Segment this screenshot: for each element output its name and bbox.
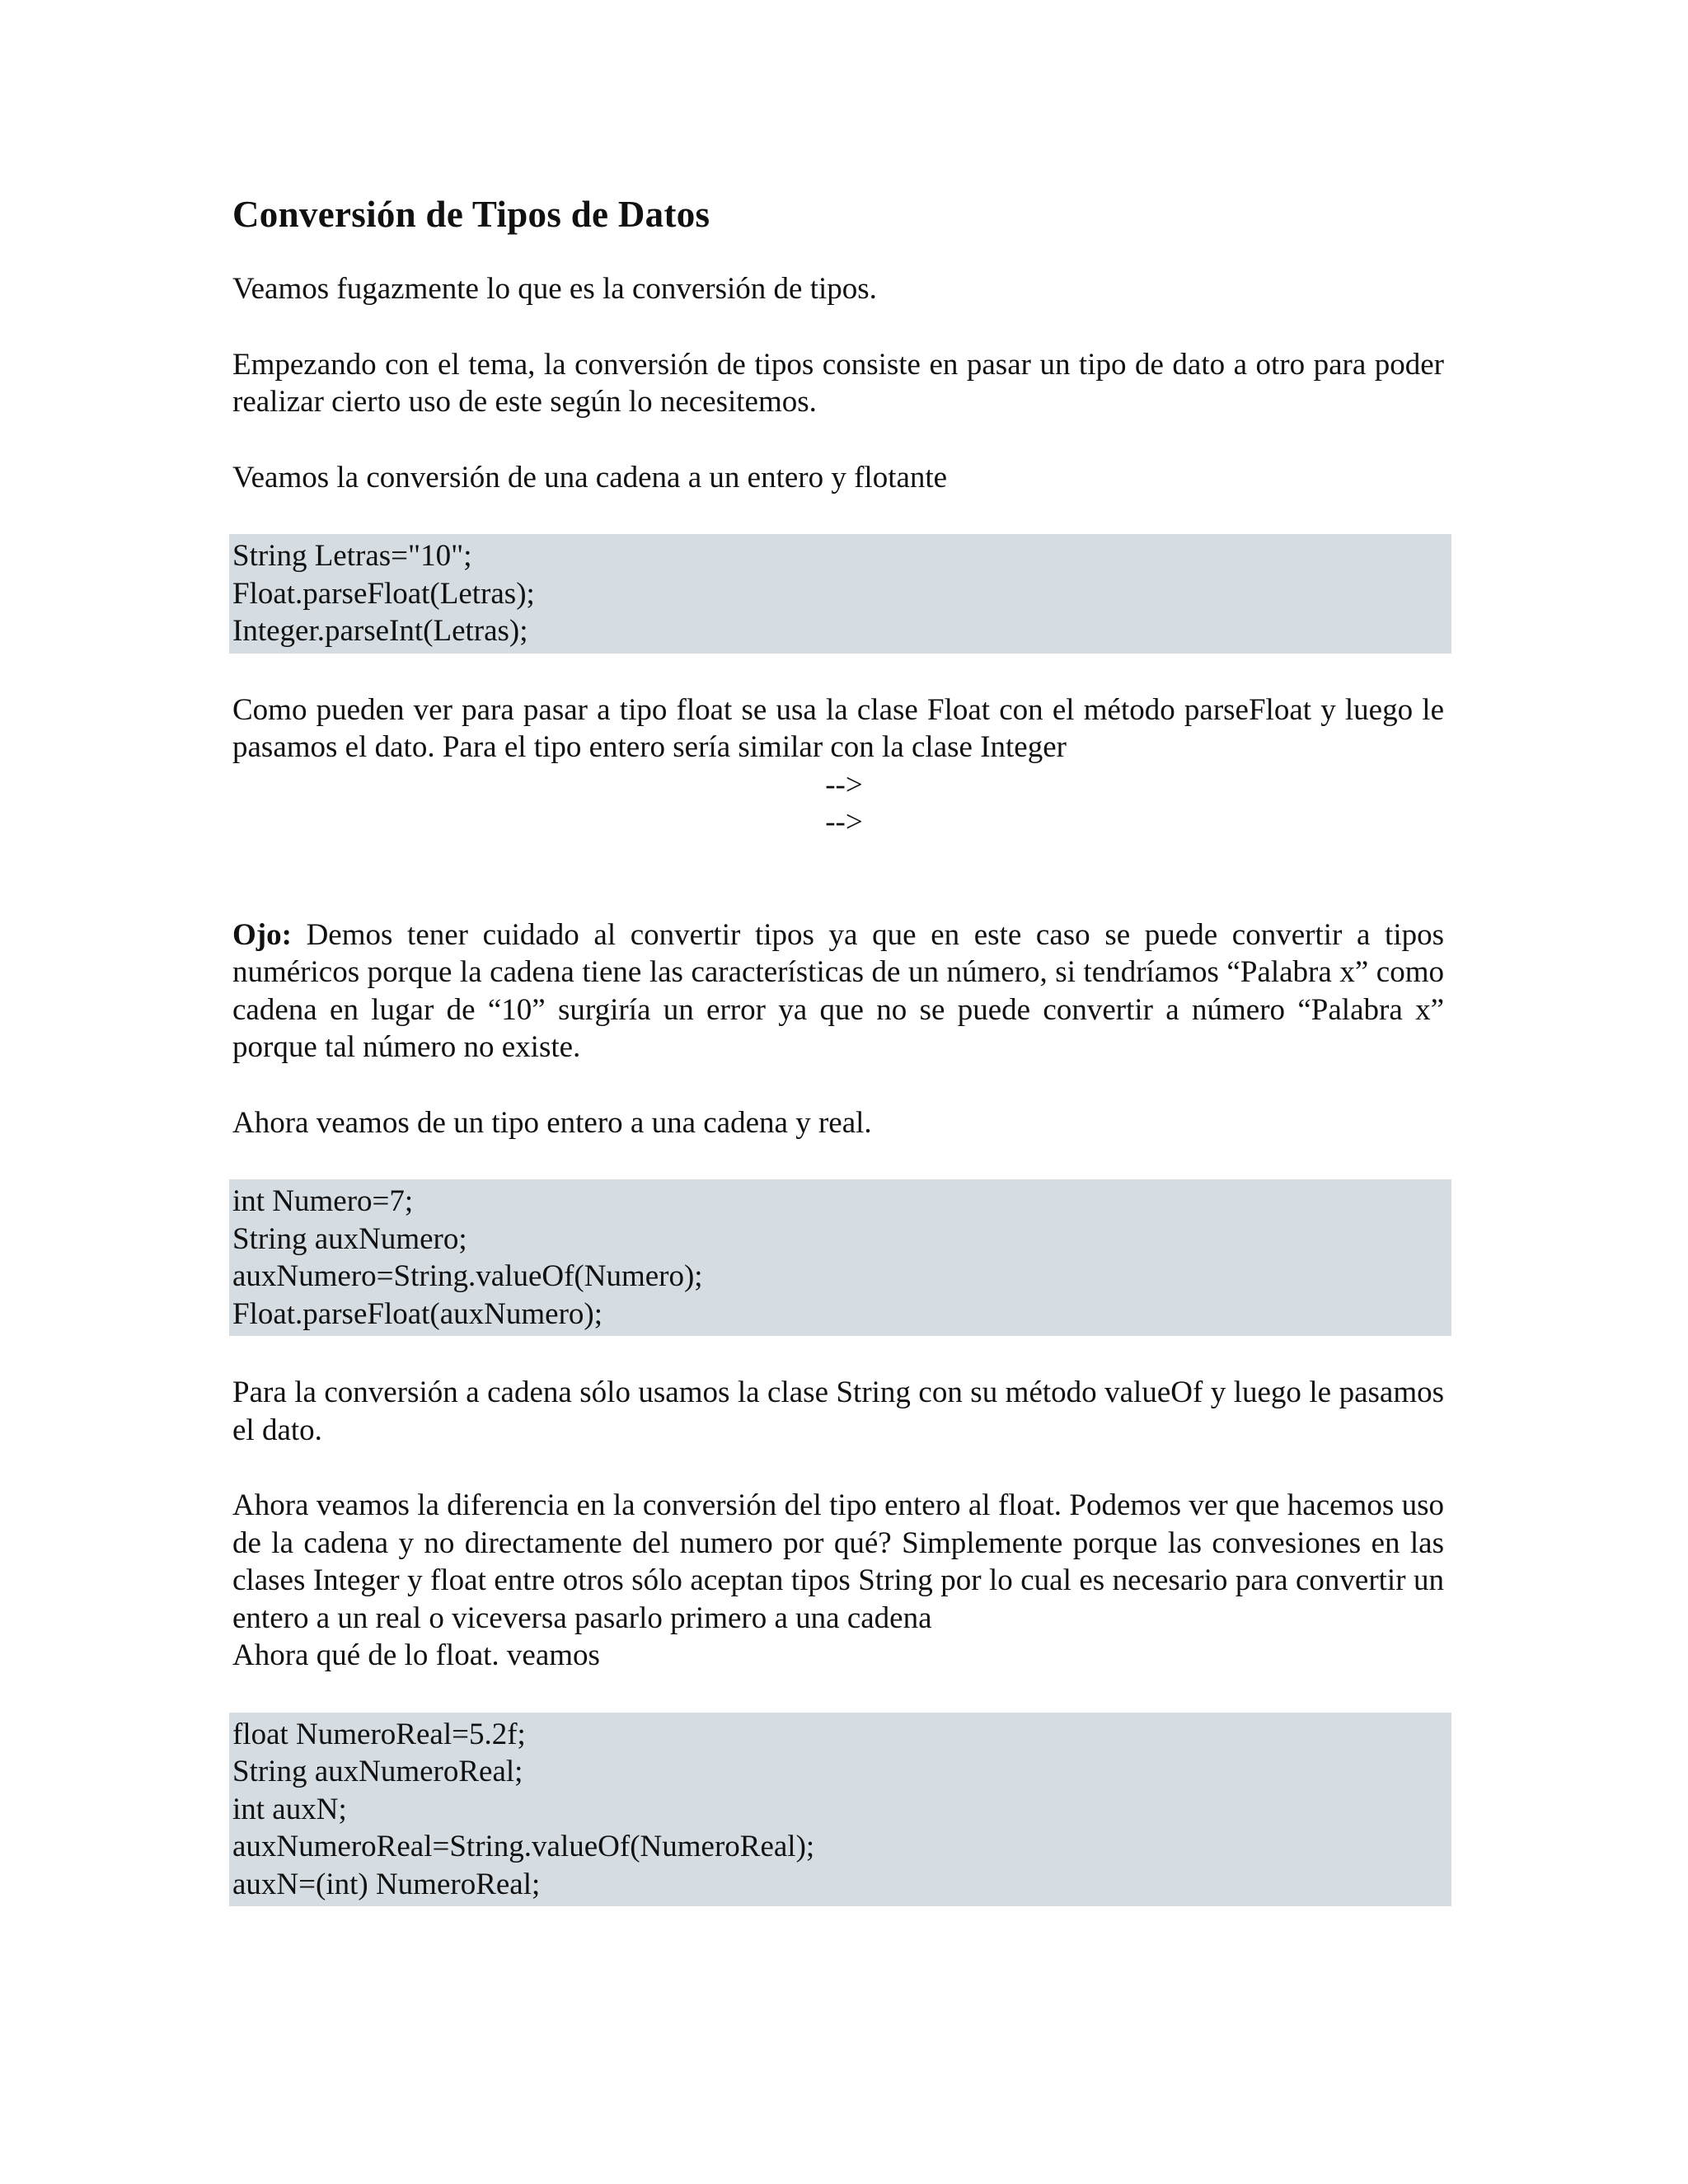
code-line: auxNumero=String.valueOf(Numero); <box>232 1259 703 1293</box>
definition-paragraph: Empezando con el tema, la conversión de tipos consiste en pasar un tipo de dato a otro para poder realizar cierto uso de este según lo necesitemos. <box>232 347 1444 419</box>
explanation-parse-float: Como pueden ver para pasar a tipo float se usa la clase Float con el método parseFloat y luego le pasamos el dato. Para el tipo entero sería similar con la clase Integer <box>232 692 1444 764</box>
int-to-string-intro: Ahora veamos de un tipo entero a una cadena y real. <box>232 1105 872 1140</box>
document-page <box>232 190 1444 1906</box>
page-title: Conversión de Tipos de Datos <box>232 194 710 235</box>
warning-text: Demos tener cuidado al convertir tipos ya que en este caso se puede convertir a tipos numéricos porque la cadena tiene las características de un número, si tendríamos “Palabra x” como cadena en lugar de “10” surgiría un error ya que no se puede convertir a número “Palabra x” porque tal número no existe. <box>232 917 1444 1064</box>
code-line: int auxN; <box>232 1792 347 1826</box>
code-line: String auxNumero; <box>232 1221 467 1256</box>
code-line: int Numero=7; <box>232 1184 414 1218</box>
code-line: auxNumeroReal=String.valueOf(NumeroReal); <box>232 1830 815 1863</box>
arrow-markers <box>232 766 1444 841</box>
arrow-marker: --> <box>825 805 863 839</box>
code-line: String Letras="10"; <box>232 539 472 573</box>
code-line: float NumeroReal=5.2f; <box>232 1717 526 1751</box>
code-block-float <box>229 1713 1451 1907</box>
code-line: Integer.parseInt(Letras); <box>232 614 528 648</box>
string-to-number-intro: Veamos la conversión de una cadena a un entero y flotante <box>232 460 948 494</box>
code-line: String auxNumeroReal; <box>232 1755 523 1788</box>
warning-paragraph <box>232 916 1444 1066</box>
code-block-string-to-number <box>229 534 1451 654</box>
code-block-int-to-string <box>229 1179 1451 1336</box>
code-line: auxN=(int) NumeroReal; <box>232 1867 541 1901</box>
explanation-int-to-float: Ahora veamos la diferencia en la conversión del tipo entero al float. Podemos ver que hacemos uso de la cadena y no directamente del numero por qué? Simplemente porque las convesiones en las clases Integer y float entre otros sólo aceptan tipos String por lo cual es necesario para convertir un entero a un real o viceversa pasarlo primero a una cadena <box>232 1488 1444 1635</box>
explanation-value-of: Para la conversión a cadena sólo usamos la clase String con su método valueOf y luego le pasamos el dato. <box>232 1376 1444 1447</box>
intro-paragraph: Veamos fugazmente lo que es la conversión de tipos. <box>232 272 877 306</box>
code-line: Float.parseFloat(Letras); <box>232 576 535 611</box>
warning-label: Ojo: <box>232 917 292 952</box>
float-intro: Ahora qué de lo float. veamos <box>232 1638 600 1672</box>
arrow-marker: --> <box>825 767 863 802</box>
code-line: Float.parseFloat(auxNumero); <box>232 1296 603 1331</box>
